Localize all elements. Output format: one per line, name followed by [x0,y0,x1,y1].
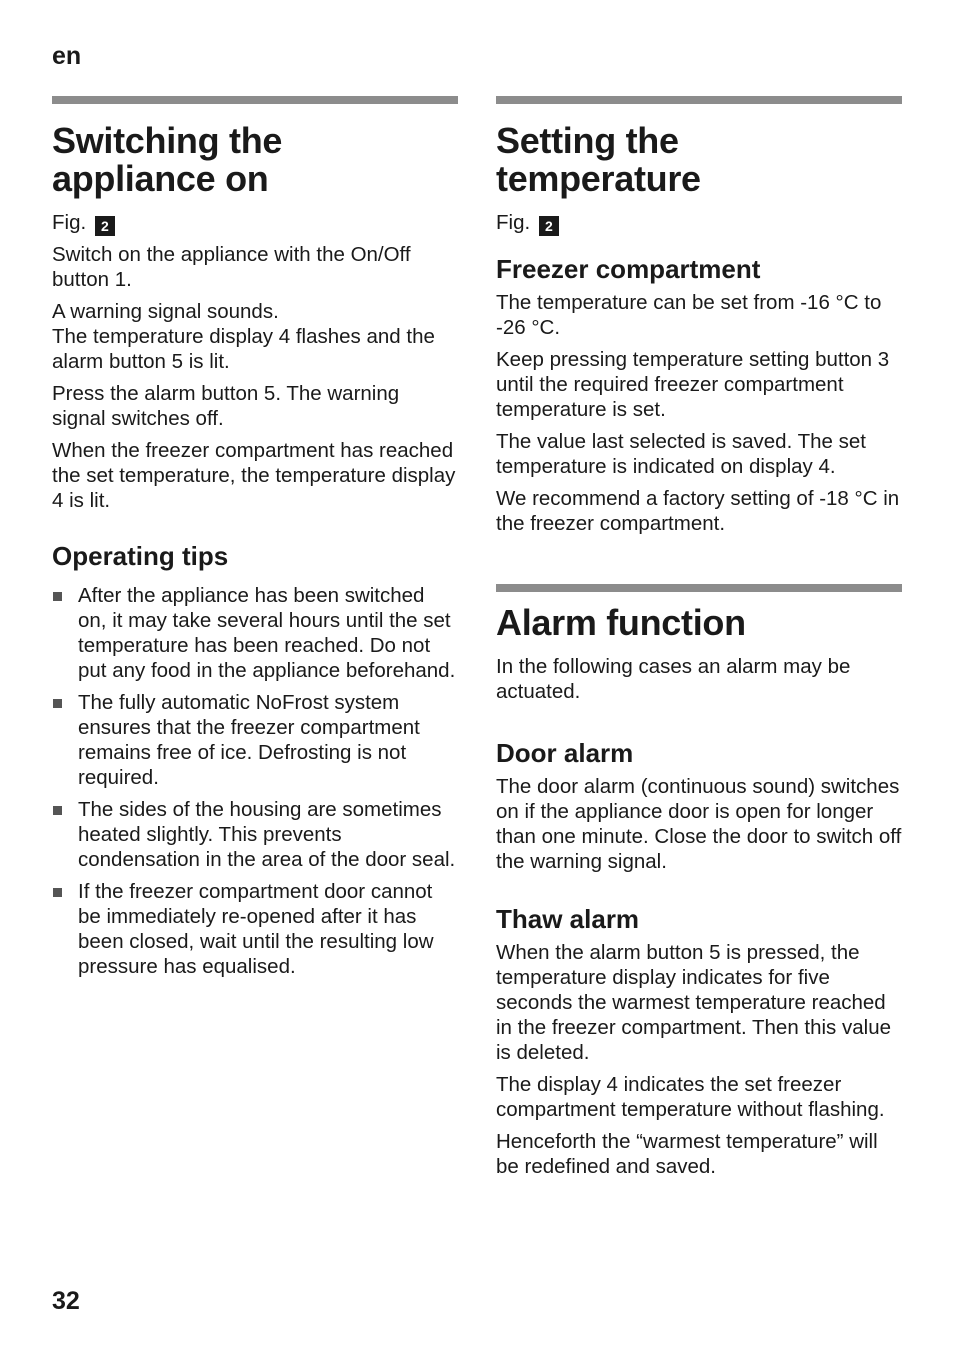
paragraph: We recommend a factory setting of -18 °C in the freezer compartment. [496,487,900,535]
list-item-text: After the appliance has been switched on, it may take several hours until the set temperature has been reached. Do not put any food in the appliance beforehand. [78,584,456,682]
figure-number-badge: 2 [539,216,559,236]
paragraph: Henceforth the “warmest temperature” will be redefined and saved. [496,1130,878,1178]
paragraph: Keep pressing temperature setting button 3 until the required freezer compartment temperature is set. [496,348,890,421]
paragraph: The door alarm (continuous sound) switches on if the appliance door is open for longer than one minute. Close the door to switch off the warning signal. [496,775,902,873]
paragraph: In the following cases an alarm may be actuated. [496,655,851,703]
paragraph: Switch on the appliance with the On/Off button 1. [52,243,411,291]
list-item [52,690,458,790]
section-rule [496,96,902,104]
list-item [52,879,458,979]
figure-reference [52,210,458,236]
list-item [52,797,458,872]
paragraph: Press the alarm button 5. The warning signal switches off. [52,382,400,430]
subheading-door-alarm: Door alarm [496,738,634,768]
square-bullet-icon [53,592,62,601]
list-item-text: The fully automatic NoFrost system ensures that the freezer compartment remains free of ice. Defrosting is not required. [78,691,420,789]
section-rule [52,96,458,104]
figure-reference [496,210,902,236]
paragraph: A warning signal sounds. The temperature display 4 flashes and the alarm button 5 is lit. [52,300,435,373]
square-bullet-icon [53,699,62,708]
paragraph: The temperature can be set from -16 °C to -26 °C. [496,291,882,339]
subheading-operating-tips: Operating tips [52,541,229,571]
paragraph: The display 4 indicates the set freezer compartment temperature without flashing. [496,1073,885,1121]
section-title-setting-temperature: Setting the temperature [496,120,701,199]
right-column [496,96,902,1186]
tips-list [52,583,458,979]
figure-label: Fig. [496,211,531,234]
section-title-switching-on: Switching the appliance on [52,120,283,199]
list-item-text: The sides of the housing are sometimes heated slightly. This prevents condensation in the area of the door seal. [78,798,456,871]
square-bullet-icon [53,888,62,897]
list-item-text: If the freezer compartment door cannot be immediately re-opened after it has been closed, wait until the resulting low pressure has equalised. [78,880,434,978]
paragraph: When the freezer compartment has reached the set temperature, the temperature display 4 is lit. [52,439,456,512]
section-title-alarm-function: Alarm function [496,602,746,643]
subheading-freezer-compartment: Freezer compartment [496,254,761,284]
left-column [52,96,458,986]
page-number: 32 [52,1287,80,1315]
paragraph: When the alarm button 5 is pressed, the temperature display indicates for five seconds the warmest temperature reached in the freezer compartment. Then this value is deleted. [496,941,892,1064]
figure-label: Fig. [52,211,87,234]
section-rule [496,584,902,592]
list-item [52,583,458,683]
figure-number-badge: 2 [95,216,115,236]
paragraph: The value last selected is saved. The set temperature is indicated on display 4. [496,430,866,478]
square-bullet-icon [53,806,62,815]
subheading-thaw-alarm: Thaw alarm [496,904,640,934]
language-label: en [52,42,82,70]
